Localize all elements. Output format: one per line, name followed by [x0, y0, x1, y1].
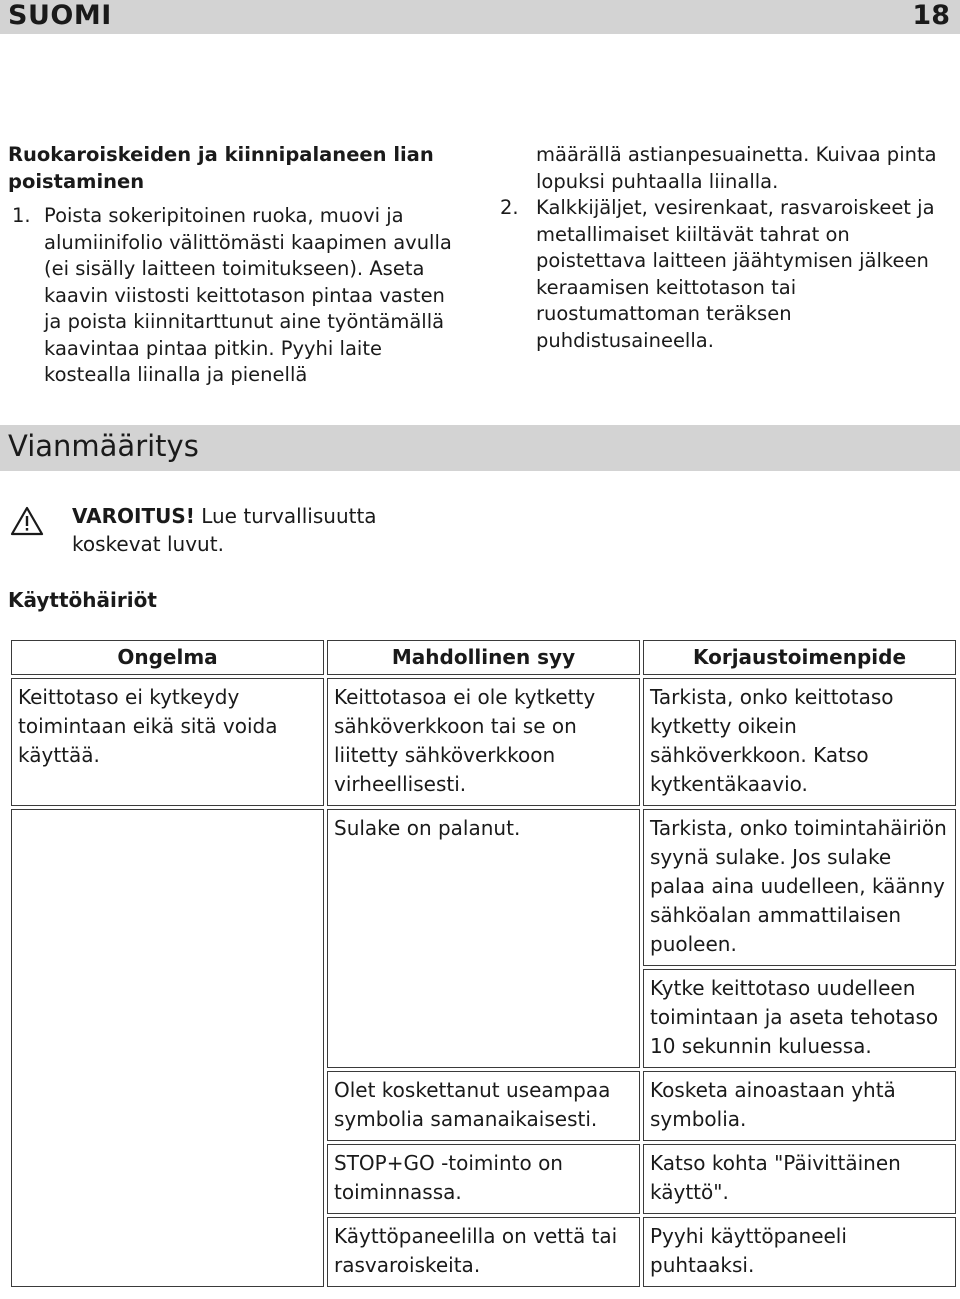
cleaning-column-right: [500, 142, 960, 354]
remedy-cell: Pyyhi käyttöpaneeli puhtaaksi.: [643, 1217, 956, 1287]
warning-message: Lue turvallisuutta koskevat luvut.: [72, 504, 377, 556]
section-title: Vianmääritys: [8, 429, 199, 463]
cause-cell: Keittotasoa ei ole kytketty sähköverkkoon tai se on liitetty sähköverkkoon virheellisesti.: [327, 678, 640, 806]
cause-cell: STOP+GO -toiminto on toiminnassa.: [327, 1144, 640, 1214]
troubleshooting-subheading: Käyttöhäiriöt: [8, 588, 157, 612]
step-number: 2.: [500, 196, 519, 219]
cleaning-step-2: [500, 195, 960, 354]
cleaning-step-1: [8, 203, 463, 389]
cleaning-subheading: Ruokaroiskeiden ja kiinnipalaneen lian poistaminen: [8, 143, 434, 193]
column-header-problem: Ongelma: [11, 640, 324, 675]
section-heading-bar: [0, 425, 960, 471]
cause-cell: Käyttöpaneelilla on vettä tai rasvaroiskeita.: [327, 1217, 640, 1287]
cause-cell: Olet koskettanut useampaa symbolia samanaikaisesti.: [327, 1071, 640, 1141]
troubleshooting-table: [8, 637, 959, 1290]
column-header-remedy: Korjaustoimenpide: [643, 640, 956, 675]
remedy-cell: Kosketa ainoastaan yhtä symbolia.: [643, 1071, 956, 1141]
table-row: [11, 678, 956, 806]
remedy-cell: Katso kohta "Päivittäinen käyttö".: [643, 1144, 956, 1214]
cause-cell: Sulake on palanut.: [327, 809, 640, 1068]
remedy-cell: Kytke keittotaso uudelleen toimintaan ja aseta tehotaso 10 sekunnin kuluessa.: [643, 969, 956, 1068]
cleaning-column-left: [8, 142, 463, 389]
cleaning-step-1-continued: [500, 142, 960, 195]
remedy-cell: Tarkista, onko toimintahäiriön syynä sulake. Jos sulake palaa aina uudelleen, käänny sähköalan ammattilaisen puoleen.: [643, 809, 956, 966]
step-text: määrällä astianpesuainetta. Kuivaa pinta lopuksi puhtaalla liinalla.: [536, 143, 937, 193]
problem-cell-empty: [11, 809, 324, 1287]
remedy-cell: Tarkista, onko keittotaso kytketty oikein sähköverkkoon. Katso kytkentäkaavio.: [643, 678, 956, 806]
step-number: 1.: [12, 204, 31, 227]
problem-cell: Keittotaso ei kytkeydy toimintaan eikä sitä voida käyttää.: [11, 678, 324, 806]
warning-triangle-icon: [10, 506, 44, 536]
warning-text: [72, 502, 432, 558]
step-text: Poista sokeripitoinen ruoka, muovi ja alumiinifolio välittömästi kaapimen avulla (ei sisälly laitteen toimitukseen). Aseta kaavin viistosti keittotason pintaa vasten ja poista kiinnitarttunut aine työntämällä kaavintaa pintaa pitkin. Pyyhi laite kostealla liinalla ja pienellä: [44, 204, 452, 386]
column-header-cause: Mahdollinen syy: [327, 640, 640, 675]
warning-label: VAROITUS!: [72, 504, 195, 528]
page-header: [0, 0, 960, 34]
step-text: Kalkkijäljet, vesirenkaat, rasvaroiskeet ja metallimaiset kiiltävät tahrat on poistettava laitteen jäähtymisen jälkeen keraamisen keittotason tai ruostumattoman teräksen puhdistusaineella.: [536, 196, 935, 352]
page-number: 18: [912, 0, 950, 31]
language-label: SUOMI: [8, 0, 112, 31]
table-header-row: [11, 640, 956, 675]
table-row: [11, 809, 956, 966]
